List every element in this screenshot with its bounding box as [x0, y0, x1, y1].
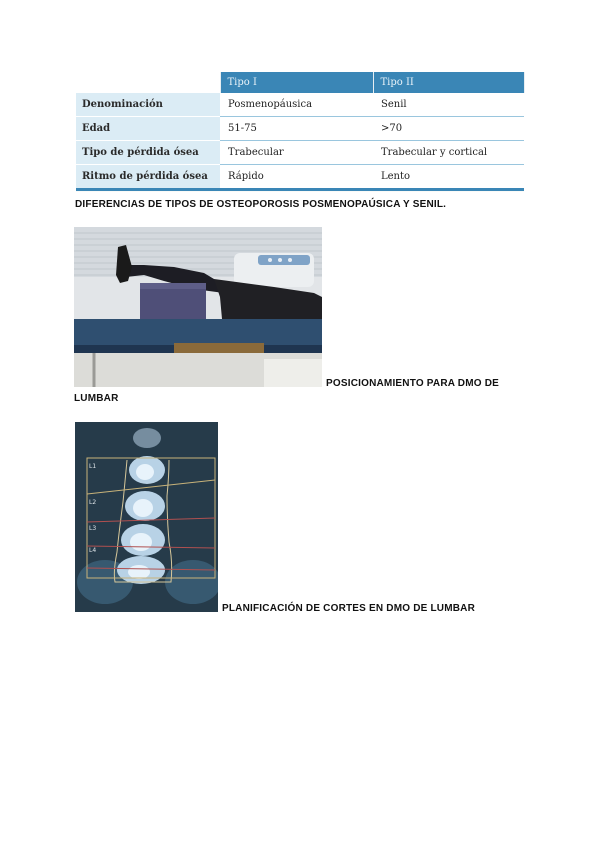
scan-label-l1: L1 [89, 463, 97, 470]
cell-tipo-1: Rápido [220, 165, 373, 190]
scan-caption: PLANIFICACIÓN DE CORTES EN DMO DE LUMBAR [222, 603, 475, 614]
table-row [76, 117, 524, 141]
row-label: Edad [76, 117, 220, 141]
table-row [76, 93, 524, 117]
header-empty-cell [76, 72, 220, 93]
cell-tipo-2: >70 [373, 117, 524, 141]
comparison-table [76, 72, 525, 191]
osteoporosis-types-table [76, 72, 524, 192]
cell-tipo-2: Senil [373, 93, 524, 117]
scan-label-l2: L2 [89, 499, 97, 506]
cell-tipo-1: Trabecular [220, 141, 373, 165]
header-tipo-2: Tipo II [373, 72, 524, 93]
table-header-row [76, 72, 524, 93]
scan-label-l3: L3 [89, 525, 97, 532]
header-tipo-1: Tipo I [220, 72, 373, 93]
positioning-photo [74, 227, 322, 387]
photo-caption-line2: LUMBAR [74, 393, 119, 404]
cell-tipo-1: 51-75 [220, 117, 373, 141]
cell-tipo-2: Trabecular y cortical [373, 141, 524, 165]
cell-tipo-1: Posmenopáusica [220, 93, 373, 117]
row-label: Tipo de pérdida ósea [76, 141, 220, 165]
table-row [76, 165, 524, 190]
lumbar-dxa-scan [75, 422, 218, 612]
scan-label-l4: L4 [89, 547, 97, 554]
table-row [76, 141, 524, 165]
table-caption: DIFERENCIAS DE TIPOS DE OSTEOPOROSIS POSMENOPAÚSICA Y SENIL. [75, 199, 447, 210]
row-label: Ritmo de pérdida ósea [76, 165, 220, 190]
photo-caption-line1: POSICIONAMIENTO PARA DMO DE [326, 378, 500, 389]
row-label: Denominación [76, 93, 220, 117]
cell-tipo-2: Lento [373, 165, 524, 190]
